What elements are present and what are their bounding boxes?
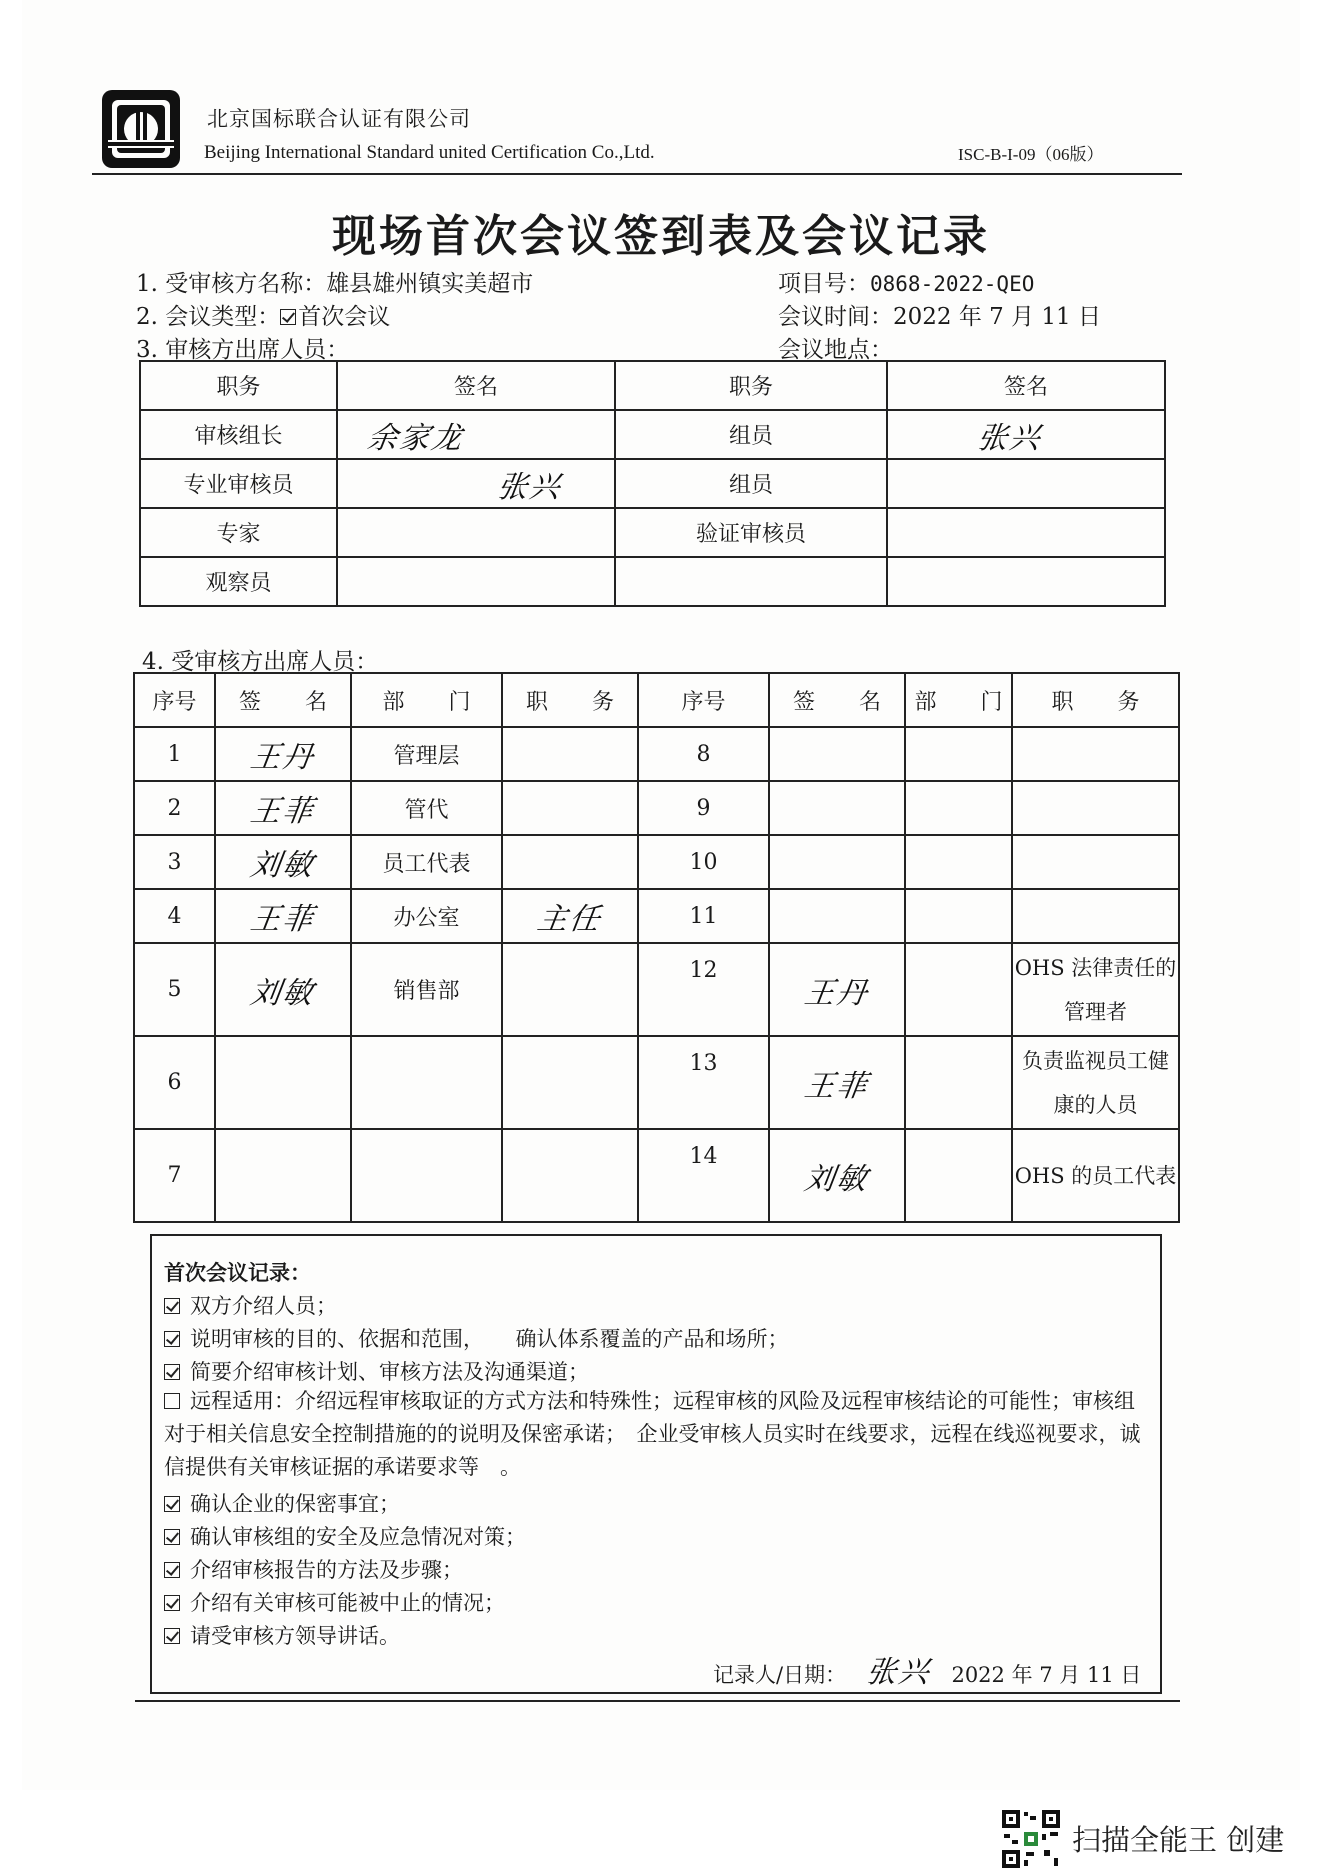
signature-cell	[337, 508, 615, 557]
project-label: 项目号：	[778, 271, 870, 297]
meeting-type-value: 首次会议	[298, 304, 391, 330]
record-item	[164, 1587, 505, 1617]
dept-cell	[351, 1129, 502, 1222]
header-cell: 职 务	[502, 673, 638, 727]
role-cell	[615, 557, 887, 606]
signature-cell	[337, 410, 615, 459]
dept-cell: 管代	[351, 781, 502, 835]
position-cell: OHS 法律责任的管理者	[1012, 943, 1179, 1036]
signature-cell	[769, 835, 905, 889]
position-cell: 负责监视员工健康的人员	[1012, 1036, 1179, 1129]
company-name-cn: 北京国标联合认证有限公司	[207, 107, 471, 131]
role-cell: 组员	[615, 459, 887, 508]
table-row	[140, 410, 1165, 459]
auditors-table-header	[140, 361, 1165, 410]
checkbox-unchecked	[164, 1393, 180, 1409]
position-cell	[502, 943, 638, 1036]
checkbox-checked	[164, 1595, 180, 1611]
handwritten-signature: 王菲	[802, 1068, 871, 1104]
handwritten-signature: 刘敏	[248, 975, 317, 1011]
signature-cell	[337, 557, 615, 606]
handwritten-signature: 王菲	[248, 902, 317, 937]
bottom-divider	[135, 1700, 1180, 1702]
location-label: 会议地点：	[778, 337, 893, 363]
handwritten-signature: 余家龙	[365, 420, 466, 456]
seq-cell: 4	[134, 889, 215, 943]
checkbox-checked	[164, 1364, 180, 1380]
handwritten-position: 主任	[535, 902, 604, 937]
record-item-text: 介绍审核报告的方法及步骤；	[190, 1558, 463, 1582]
header-cell: 序号	[638, 673, 769, 727]
meeting-type-checkbox	[280, 309, 296, 325]
signature-cell	[769, 727, 905, 781]
seq-cell: 9	[638, 781, 769, 835]
seq-cell: 10	[638, 835, 769, 889]
dept-cell	[905, 943, 1012, 1036]
recorder-date: 2022 年 7 月 11 日	[951, 1663, 1142, 1687]
header-cell: 签 名	[215, 673, 351, 727]
role-cell: 验证审核员	[615, 508, 887, 557]
record-item-text: 双方介绍人员；	[190, 1294, 337, 1318]
seq-cell: 3	[134, 835, 215, 889]
header-cell: 职 务	[1012, 673, 1179, 727]
role-cell: 专业审核员	[140, 459, 337, 508]
recorder-label: 记录人/日期：	[713, 1663, 847, 1687]
signature-cell	[215, 943, 351, 1036]
record-item	[164, 1385, 1154, 1484]
role-cell: 专家	[140, 508, 337, 557]
seq-cell: 1	[134, 727, 215, 781]
header-cell: 签名	[887, 361, 1165, 410]
header-divider	[92, 173, 1182, 175]
signature-cell	[215, 889, 351, 943]
checkbox-checked	[164, 1331, 180, 1347]
record-item-text: 简要介绍审核计划、审核方法及沟通渠道；	[190, 1360, 589, 1384]
project-line	[778, 265, 1034, 298]
record-item-text: 请受审核方领导讲话。	[190, 1624, 400, 1648]
position-cell	[1012, 727, 1179, 781]
position-cell	[502, 889, 638, 943]
checkbox-checked	[164, 1298, 180, 1314]
signature-cell	[887, 508, 1165, 557]
header-cell: 签名	[337, 361, 615, 410]
record-item-text: 远程适用：介绍远程审核取证的方式方法和特殊性；远程审核的风险及远程审核结论的可能性；审核组对于相关信息安全控制措施的的说明及保密承诺； 企业受审核人员实时在线要求，远程在线巡视要求，诚信提供有关审核证据的承诺要求等 。	[164, 1389, 1141, 1479]
recorder-line	[713, 1647, 1141, 1691]
record-item	[164, 1356, 589, 1386]
record-item	[164, 1554, 463, 1584]
signature-cell	[337, 459, 615, 508]
record-item	[164, 1290, 337, 1320]
meeting-time-value: 2022 年 7 月 11 日	[893, 304, 1101, 330]
table-row	[140, 459, 1165, 508]
signature-cell	[215, 1129, 351, 1222]
seq-cell: 12	[638, 943, 769, 1036]
record-item-text: 确认企业的保密事宜；	[190, 1492, 400, 1516]
seq-cell: 5	[134, 943, 215, 1036]
meeting-type-label: 2. 会议类型：	[136, 304, 281, 330]
table-row	[134, 889, 1179, 943]
record-item	[164, 1488, 400, 1518]
signature-cell	[887, 410, 1165, 459]
dept-cell	[905, 1129, 1012, 1222]
table-row	[134, 727, 1179, 781]
position-cell	[1012, 835, 1179, 889]
header-cell: 部 门	[351, 673, 502, 727]
table-row	[140, 508, 1165, 557]
checkbox-checked	[164, 1562, 180, 1578]
dept-cell	[905, 1036, 1012, 1129]
handwritten-signature: 张兴	[495, 469, 564, 505]
watermark-text: 扫描全能王 创建	[1072, 1823, 1285, 1857]
seq-cell: 14	[638, 1129, 769, 1222]
dept-cell: 员工代表	[351, 835, 502, 889]
auditee-name: 雄县雄州镇实美超市	[326, 271, 534, 297]
meeting-time-line	[778, 298, 1101, 331]
checkbox-checked	[164, 1496, 180, 1512]
position-cell	[502, 1036, 638, 1129]
role-cell: 审核组长	[140, 410, 337, 459]
record-item-text: 确认审核组的安全及应急情况对策；	[190, 1525, 526, 1549]
checkbox-checked	[164, 1529, 180, 1545]
seq-cell: 2	[134, 781, 215, 835]
page-title: 现场首次会议签到表及会议记录	[332, 211, 990, 262]
record-title: 首次会议记录：	[164, 1260, 311, 1285]
auditee-section-label: 4. 受审核方出席人员：	[142, 649, 379, 675]
seq-cell: 7	[134, 1129, 215, 1222]
signature-cell	[769, 889, 905, 943]
table-row	[134, 835, 1179, 889]
signature-cell	[769, 1036, 905, 1129]
meeting-time-label: 会议时间：	[778, 304, 893, 330]
position-cell	[502, 1129, 638, 1222]
dept-cell	[905, 835, 1012, 889]
auditee-line	[136, 265, 533, 298]
checkbox-checked	[164, 1628, 180, 1644]
table-row	[134, 1036, 1179, 1129]
signature-cell	[769, 943, 905, 1036]
record-item-text: 介绍有关审核可能被中止的情况；	[190, 1591, 505, 1615]
dept-cell	[351, 1036, 502, 1129]
role-cell: 观察员	[140, 557, 337, 606]
header-cell: 签 名	[769, 673, 905, 727]
auditors-table	[139, 360, 1166, 607]
seq-cell: 6	[134, 1036, 215, 1129]
recorder-signature: 张兴	[863, 1655, 933, 1690]
signature-cell	[769, 1129, 905, 1222]
handwritten-signature: 刘敏	[802, 1161, 871, 1197]
record-item	[164, 1620, 400, 1650]
position-cell	[502, 727, 638, 781]
signature-cell	[215, 835, 351, 889]
meeting-type-line	[136, 298, 390, 331]
signature-cell	[887, 557, 1165, 606]
position-cell	[502, 781, 638, 835]
position-cell	[1012, 889, 1179, 943]
signature-cell	[769, 781, 905, 835]
company-name-en: Beijing International Standard united Certification Co.,Ltd.	[204, 142, 655, 163]
dept-cell	[905, 781, 1012, 835]
seq-cell: 8	[638, 727, 769, 781]
record-item	[164, 1323, 789, 1353]
dept-cell: 管理层	[351, 727, 502, 781]
header-cell: 序号	[134, 673, 215, 727]
signature-cell	[215, 1036, 351, 1129]
table-row	[134, 1129, 1179, 1222]
position-cell	[502, 835, 638, 889]
dept-cell	[905, 727, 1012, 781]
signature-cell	[215, 781, 351, 835]
handwritten-signature: 王菲	[248, 794, 317, 829]
qr-code-icon	[1000, 1808, 1062, 1870]
auditee-table	[133, 672, 1180, 1223]
signature-cell	[887, 459, 1165, 508]
table-row	[134, 943, 1179, 1036]
header-cell: 部 门	[905, 673, 1012, 727]
role-cell: 组员	[615, 410, 887, 459]
table-row	[140, 557, 1165, 606]
header-cell: 职务	[615, 361, 887, 410]
dept-cell: 办公室	[351, 889, 502, 943]
handwritten-signature: 刘敏	[248, 848, 317, 883]
record-item-text: 说明审核的目的、依据和范围， 确认体系覆盖的产品和场所；	[190, 1327, 789, 1351]
dept-cell	[905, 889, 1012, 943]
table-row	[134, 781, 1179, 835]
record-item	[164, 1521, 526, 1551]
dept-cell: 销售部	[351, 943, 502, 1036]
seq-cell: 13	[638, 1036, 769, 1129]
seq-cell: 11	[638, 889, 769, 943]
document-number: ISC-B-I-09（06版）	[958, 145, 1104, 164]
handwritten-signature: 张兴	[975, 420, 1044, 456]
handwritten-signature: 王丹	[802, 975, 871, 1011]
project-number: 0868-2022-QEO	[870, 272, 1035, 296]
auditee-table-header	[134, 673, 1179, 727]
header-cell: 职务	[140, 361, 337, 410]
signature-cell	[215, 727, 351, 781]
auditee-label: 1. 受审核方名称：	[136, 271, 327, 297]
company-logo	[100, 88, 182, 170]
position-cell: OHS 的员工代表	[1012, 1129, 1179, 1222]
position-cell	[1012, 781, 1179, 835]
handwritten-signature: 王丹	[248, 740, 317, 775]
auditors-section-label: 3. 审核方出席人员：	[136, 337, 350, 363]
